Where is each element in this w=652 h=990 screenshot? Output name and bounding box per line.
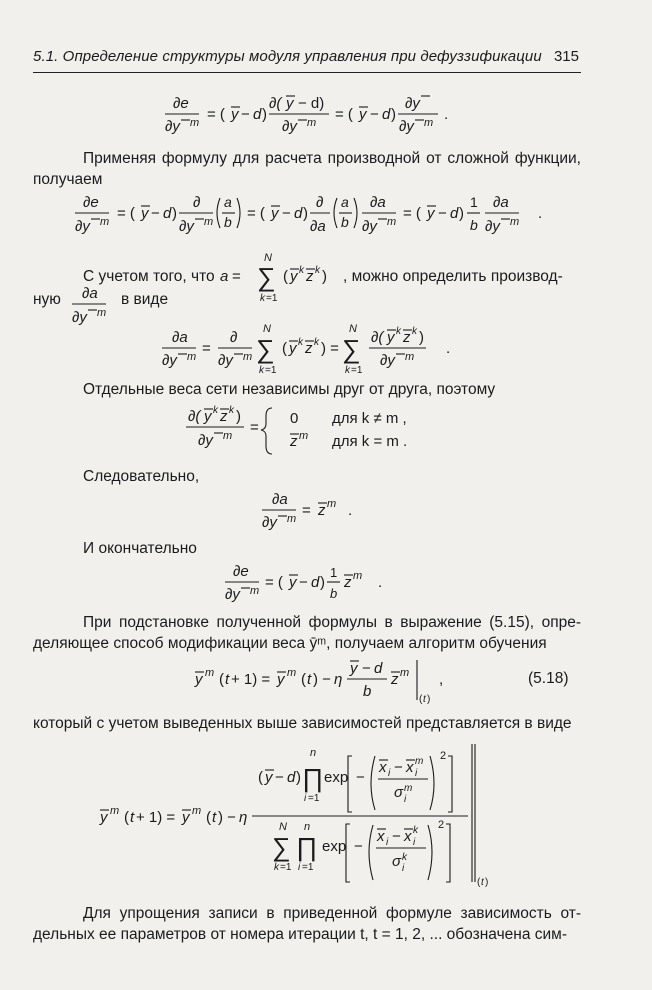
svg-text:(: ( <box>419 694 423 705</box>
svg-text:z: z <box>305 340 313 357</box>
svg-text:): ) <box>427 694 431 705</box>
svg-text:k: k <box>274 862 279 873</box>
svg-text:= (: = ( <box>247 205 265 222</box>
svg-text:x: x <box>404 828 412 845</box>
svg-text:d: d <box>382 106 391 123</box>
svg-text:m: m <box>250 585 260 597</box>
svg-text:): ) <box>172 205 177 222</box>
svg-text:): ) <box>262 106 267 123</box>
svg-text:=1: =1 <box>351 365 363 376</box>
svg-text:m: m <box>387 216 397 228</box>
svg-text:(: ( <box>283 268 288 285</box>
paragraph-7: который с учетом выведенных выше зависимостей представляется в виде <box>33 715 572 732</box>
svg-text:∏: ∏ <box>302 763 324 793</box>
svg-text:y: y <box>289 340 297 357</box>
svg-text:= (: = ( <box>403 205 421 222</box>
svg-text:x: x <box>406 759 414 776</box>
svg-text:.: . <box>348 502 353 519</box>
svg-text:k: k <box>402 852 407 863</box>
svg-text:): ) <box>236 408 241 425</box>
svg-text:∂y: ∂y <box>75 218 90 235</box>
svg-text:m: m <box>192 805 202 817</box>
svg-text:): ) <box>419 329 424 346</box>
svg-text:.: . <box>444 106 449 123</box>
svg-text:= (: = ( <box>265 574 283 591</box>
svg-text:x: x <box>379 759 387 776</box>
svg-text:∂y: ∂y <box>282 118 297 135</box>
svg-text:∂y: ∂y <box>179 218 194 235</box>
svg-text:exp: exp <box>324 769 349 786</box>
svg-text:k: k <box>299 265 304 276</box>
page-number: 315 <box>553 48 579 65</box>
svg-text:k: k <box>413 825 418 836</box>
svg-text:m: m <box>510 216 520 228</box>
svg-text:): ) <box>320 574 325 591</box>
svg-text:d: d <box>450 205 459 222</box>
svg-text:z: z <box>220 408 228 425</box>
svg-text:i: i <box>388 768 391 779</box>
svg-text:=1: =1 <box>265 365 277 376</box>
paragraph-3: Отдельные веса сети независимы друг от друга, поэтому <box>83 381 496 398</box>
svg-text:k: k <box>213 405 218 416</box>
svg-text:m: m <box>307 117 317 129</box>
svg-text:∂a: ∂a <box>172 329 188 346</box>
svg-text:n: n <box>310 747 317 759</box>
svg-text:d: d <box>287 769 296 786</box>
svg-text:∂y: ∂y <box>198 432 213 449</box>
svg-text:d: d <box>374 660 383 677</box>
svg-text:t: t <box>423 694 426 705</box>
svg-text:m: m <box>204 216 214 228</box>
svg-text:(: ( <box>219 671 224 688</box>
svg-text:i: i <box>402 863 405 874</box>
paragraph-2-line2: ную <box>33 291 61 308</box>
svg-text:∂y: ∂y <box>218 352 233 369</box>
svg-text:∂y: ∂y <box>165 118 180 135</box>
svg-text:0: 0 <box>290 410 299 427</box>
svg-text:) −: ) − <box>313 671 331 688</box>
svg-text:m: m <box>110 805 120 817</box>
svg-text:y: y <box>350 660 358 677</box>
svg-text:m: m <box>100 216 110 228</box>
svg-text:η: η <box>239 809 248 826</box>
svg-text:z: z <box>318 502 326 519</box>
paragraph-2-lead: С учетом того, что <box>83 268 215 285</box>
equation-de-dy-final <box>225 560 395 608</box>
svg-text:,: , <box>439 671 444 688</box>
svg-text:−: − <box>394 759 403 776</box>
svg-text:m: m <box>223 430 233 442</box>
svg-text:): ) <box>303 205 308 222</box>
svg-text:σ: σ <box>394 784 404 801</box>
svg-text:∂y: ∂y <box>362 218 377 235</box>
svg-text:=1: =1 <box>308 793 320 804</box>
svg-text:σ: σ <box>392 853 402 870</box>
svg-text:m: m <box>187 351 197 363</box>
svg-text:y: y <box>195 671 203 688</box>
svg-text:=: = <box>232 268 241 285</box>
svg-text:m: m <box>424 117 434 129</box>
svg-text:y: y <box>387 329 395 346</box>
svg-text:x: x <box>377 828 385 845</box>
svg-text:∂y: ∂y <box>380 352 395 369</box>
svg-text:i: i <box>413 837 416 848</box>
svg-text:m: m <box>97 307 107 319</box>
svg-text:∂y: ∂y <box>225 586 240 603</box>
svg-text:k: k <box>260 293 265 304</box>
svg-text:∑: ∑ <box>272 832 291 862</box>
svg-text:z: z <box>391 671 399 688</box>
svg-text:=1: =1 <box>302 862 314 873</box>
paragraph-2-tail: , можно определить производ- <box>343 268 563 285</box>
svg-text:N: N <box>264 252 272 264</box>
equation-a-sum <box>220 250 350 306</box>
svg-text:2: 2 <box>440 750 447 762</box>
paragraph-5: И окончательно <box>83 540 197 557</box>
svg-text:m: m <box>205 667 215 679</box>
svg-text:k: k <box>259 365 264 376</box>
svg-text:m: m <box>353 570 363 582</box>
svg-text:−: − <box>299 574 308 591</box>
equation-number: (5.18) <box>528 670 569 687</box>
svg-text:∂a: ∂a <box>493 194 509 211</box>
svg-text:m: m <box>190 117 200 129</box>
svg-text:(: ( <box>477 877 481 888</box>
svg-text:i: i <box>298 862 301 873</box>
svg-text:y: y <box>286 95 294 112</box>
svg-text:y: y <box>427 205 435 222</box>
svg-text:t: t <box>212 809 217 826</box>
svg-text:1: 1 <box>470 194 478 210</box>
svg-text:y: y <box>271 205 279 222</box>
svg-text:∂: ∂ <box>193 194 201 211</box>
svg-text:m: m <box>327 498 337 510</box>
svg-text:): ) <box>459 205 464 222</box>
svg-text:t: t <box>130 809 135 826</box>
svg-text:∂(: ∂( <box>269 95 282 112</box>
svg-text:b: b <box>330 586 338 601</box>
svg-text:t: t <box>481 877 484 888</box>
svg-text:+ 1) =: + 1) = <box>136 809 176 826</box>
running-header <box>33 44 581 73</box>
svg-text:N: N <box>279 821 287 833</box>
svg-text:z: z <box>290 433 298 450</box>
svg-text:−: − <box>275 769 284 786</box>
svg-text:∂e: ∂e <box>233 563 249 580</box>
equation-chain-rule <box>75 190 555 242</box>
svg-text:d: d <box>163 205 172 222</box>
svg-text:∑: ∑ <box>342 334 361 364</box>
svg-text:t: t <box>225 671 230 688</box>
svg-text:d: d <box>294 205 303 222</box>
case-row-1-label: для k ≠ m , <box>332 410 407 427</box>
svg-text:=1: =1 <box>280 862 292 873</box>
svg-text:=: = <box>250 419 259 436</box>
svg-text:∂(: ∂( <box>188 408 201 425</box>
svg-text:y: y <box>277 671 285 688</box>
svg-text:∂y: ∂y <box>399 118 414 135</box>
svg-text:) −: ) − <box>218 809 236 826</box>
equation-training-algorithm <box>100 742 500 892</box>
svg-text:∂a: ∂a <box>272 491 288 508</box>
svg-text:m: m <box>405 351 415 363</box>
svg-text:k: k <box>315 265 320 276</box>
svg-text:∂y: ∂y <box>162 352 177 369</box>
svg-text:∂y: ∂y <box>405 95 420 112</box>
svg-text:−: − <box>392 828 401 845</box>
svg-text:b: b <box>224 214 232 230</box>
svg-text:=: = <box>302 502 311 519</box>
svg-text:∂: ∂ <box>316 194 324 211</box>
svg-text:∂: ∂ <box>230 329 238 346</box>
svg-text:.: . <box>378 574 383 591</box>
svg-text:N: N <box>263 323 271 335</box>
paragraph-1: Применяя формулу для расчета производной от сложной функции, получаем <box>33 150 581 188</box>
svg-text:−: − <box>282 205 291 222</box>
svg-text:z: z <box>344 574 352 591</box>
svg-text:y: y <box>204 408 212 425</box>
svg-text:∂y: ∂y <box>72 309 87 326</box>
svg-text:m: m <box>299 430 309 442</box>
svg-text:k: k <box>314 337 319 348</box>
svg-text:−: − <box>438 205 447 222</box>
svg-text:= (: = ( <box>117 205 135 222</box>
svg-text:∂a: ∂a <box>370 194 386 211</box>
paragraph-4: Следовательно, <box>83 468 200 485</box>
svg-text:.: . <box>446 340 451 357</box>
equation-cases <box>186 404 446 460</box>
svg-text:m: m <box>415 756 424 767</box>
svg-text:b: b <box>470 217 478 233</box>
svg-text:∑: ∑ <box>257 262 276 292</box>
svg-text:2: 2 <box>438 819 445 831</box>
svg-text:i: i <box>415 768 418 779</box>
svg-text:+ 1) =: + 1) = <box>231 671 271 688</box>
svg-text:n: n <box>304 821 311 833</box>
svg-text:): ) <box>322 268 327 285</box>
svg-text:−: − <box>356 769 365 786</box>
svg-text:m: m <box>287 667 297 679</box>
svg-text:y: y <box>265 769 273 786</box>
svg-text:.: . <box>538 205 543 222</box>
equation-da-sum <box>162 322 462 378</box>
svg-text:k: k <box>412 326 417 337</box>
svg-text:): ) <box>296 769 301 786</box>
svg-text:N: N <box>349 323 357 335</box>
svg-text:z: z <box>403 329 411 346</box>
svg-text:y: y <box>182 809 190 826</box>
svg-text:∏: ∏ <box>296 832 318 862</box>
svg-text:∂y: ∂y <box>262 514 277 531</box>
svg-text:b: b <box>341 214 349 230</box>
svg-text:a: a <box>341 194 349 210</box>
svg-text:∂y: ∂y <box>485 218 500 235</box>
svg-text:d: d <box>253 106 262 123</box>
svg-text:∂e: ∂e <box>83 194 99 211</box>
svg-text:k: k <box>229 405 234 416</box>
svg-text:i: i <box>304 793 307 804</box>
svg-text:m: m <box>287 513 297 525</box>
svg-text:(: ( <box>206 809 211 826</box>
svg-text:−: − <box>151 205 160 222</box>
svg-text:−: − <box>362 660 371 677</box>
svg-text:= (: = ( <box>207 106 225 123</box>
svg-text:=1: =1 <box>266 293 278 304</box>
svg-text:−: − <box>354 838 363 855</box>
svg-text:∑: ∑ <box>256 334 275 364</box>
svg-text:η: η <box>334 671 343 688</box>
svg-text:b: b <box>363 683 372 700</box>
svg-text:=: = <box>202 340 211 357</box>
paragraph-6: При подстановке полученной формулы в выражение (5.15), опре-деляющее способ модификации веса ӯᵐ, получаем алгоритм обучения <box>33 614 581 652</box>
svg-text:t: t <box>307 671 312 688</box>
svg-text:(: ( <box>282 340 287 357</box>
svg-text:k: k <box>298 337 303 348</box>
svg-text:y: y <box>289 574 297 591</box>
svg-text:= (: = ( <box>335 106 353 123</box>
svg-text:y: y <box>359 106 367 123</box>
svg-text:i: i <box>404 794 407 805</box>
equation-da-dy-inline <box>72 284 112 328</box>
svg-text:∂(: ∂( <box>371 329 384 346</box>
paragraph-8: Для упрощения записи в приведенной формуле зависимость от-дельных ее параметров от номера итерации t, t = 1, 2, ... обозначена сим- <box>33 905 581 943</box>
header-title: 5.1. Определение структуры модуля управления при дефуззификации <box>33 48 542 65</box>
svg-text:a: a <box>224 194 232 210</box>
svg-text:y: y <box>231 106 239 123</box>
svg-text:m: m <box>404 783 413 794</box>
svg-text:m: m <box>400 667 410 679</box>
svg-text:) =: ) = <box>321 340 339 357</box>
svg-text:z: z <box>306 268 314 285</box>
svg-text:exp: exp <box>322 838 347 855</box>
svg-text:i: i <box>386 837 389 848</box>
svg-text:): ) <box>485 877 489 888</box>
svg-text:y: y <box>100 809 108 826</box>
svg-text:d: d <box>311 574 320 591</box>
svg-text:−: − <box>241 106 250 123</box>
equation-da-dy-result <box>262 489 372 535</box>
svg-text:): ) <box>391 106 396 123</box>
svg-text:(: ( <box>301 671 306 688</box>
svg-text:∂a: ∂a <box>310 218 326 235</box>
equation-de-dy <box>165 93 455 141</box>
case-row-2-label: для k = m . <box>332 433 408 450</box>
equation-5-18 <box>195 658 445 708</box>
svg-text:a: a <box>220 268 229 285</box>
paragraph-2-line2b: в виде <box>121 291 169 308</box>
svg-text:k: k <box>345 365 350 376</box>
svg-text:− d): − d) <box>298 95 325 112</box>
svg-text:m: m <box>243 351 253 363</box>
svg-text:∂e: ∂e <box>173 95 189 112</box>
svg-text:(: ( <box>124 809 129 826</box>
svg-text:y: y <box>141 205 149 222</box>
svg-text:1: 1 <box>330 565 338 580</box>
svg-text:k: k <box>396 326 401 337</box>
svg-text:−: − <box>370 106 379 123</box>
svg-text:y: y <box>290 268 298 285</box>
svg-text:(: ( <box>258 769 263 786</box>
svg-text:∂a: ∂a <box>82 285 98 302</box>
